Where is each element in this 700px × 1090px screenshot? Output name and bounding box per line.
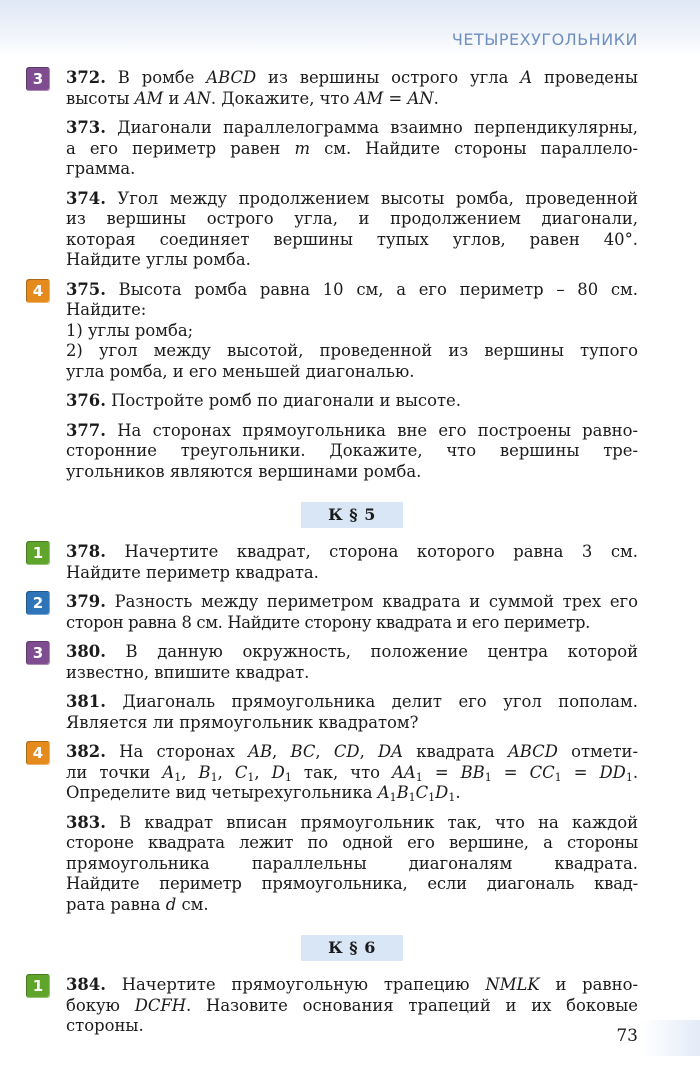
difficulty-4-icon: 4 (26, 279, 50, 303)
problem-382: 4 382. На сторонах AB, BC, CD, DA квадрата ABCD отмети- ли точки $A_1$, $B_1$, $C_1$, $D_1$ так, что $AA_1 = BB_1 = CC_1 = DD_1$. Определите вид четырехугольника $A_1B_1C_1D_1$. (66, 742, 638, 804)
problem-384: 1 384. Начертите прямоугольную трапецию NMLK и равно- бокую DCFH. Назовите основания трапеций и их боковые стороны. (66, 975, 638, 1037)
difficulty-1-icon: 1 (26, 974, 50, 998)
page-content (32, 68, 639, 1046)
running-title: ЧЕТЫРЕХУГОЛЬНИКИ (451, 30, 638, 49)
problem-379: 2 379. Разность между периметром квадрата и суммой трех его сторон равна 8 см. Найдите сторону квадрата и его периметр. (66, 592, 638, 633)
difficulty-4-icon: 4 (26, 741, 50, 765)
problem-375: 4 375. Высота ромба равна 10 см, а его периметр – 80 см. Найдите: 1) углы ромба; 2) угол между высотой, проведенной из вершины тупого угла ромба, и его меньшей диагональю. (66, 280, 638, 383)
difficulty-3-icon: 3 (26, 67, 50, 91)
problem-372: 3 372. В ромбе ABCD из вершины острого угла A проведены высоты AM и AN. Докажите, что AM = AN. (66, 68, 638, 109)
problem-383: 383. В квадрат вписан прямоугольник так, что на каждой стороне квадрата лежит по одной его вершине, а стороны прямоугольника параллельны диагоналям квадрата. Найдите периметр прямоугольника, если диагональ квад- рата равна d см. (66, 812, 639, 914)
section-heading-6: К § 6 (301, 935, 403, 961)
difficulty-1-icon: 1 (26, 541, 50, 565)
problem-377: 377. На сторонах прямоугольника вне его построены равно- сторонние треугольники. Докажите, что вершины тре- угольников являются вершинами ромба. (66, 420, 638, 481)
problem-378: 1 378. Начертите квадрат, сторона которого равна 3 см. Найдите периметр квадрата. (66, 542, 638, 583)
problem-373: 373. Диагонали параллелограмма взаимно перпендикулярны, а его периметр равен m см. Найдите стороны параллело- грамма. (66, 118, 638, 178)
problem-380: 3 380. В данную окружность, положение центра которой известно, впишите квадрат. (66, 642, 638, 683)
problem-374: 374. Угол между продолжением высоты ромба, проведенной из вершины острого угла, и продолжением диагонали, которая соединяет вершины тупых углов, равен 40°. Найдите углы ромба. (66, 188, 638, 269)
page-corner-tab (642, 1020, 700, 1056)
page-number: 73 (616, 1026, 638, 1046)
problem-381: 381. Диагональ прямоугольника делит его угол пополам. Является ли прямоугольник квадратом? (66, 692, 639, 732)
section-heading-5: К § 5 (301, 502, 403, 528)
difficulty-2-icon: 2 (26, 591, 50, 615)
problem-376: 376. Постройте ромб по диагонали и высоте. (66, 391, 461, 410)
difficulty-3-icon: 3 (26, 641, 50, 665)
